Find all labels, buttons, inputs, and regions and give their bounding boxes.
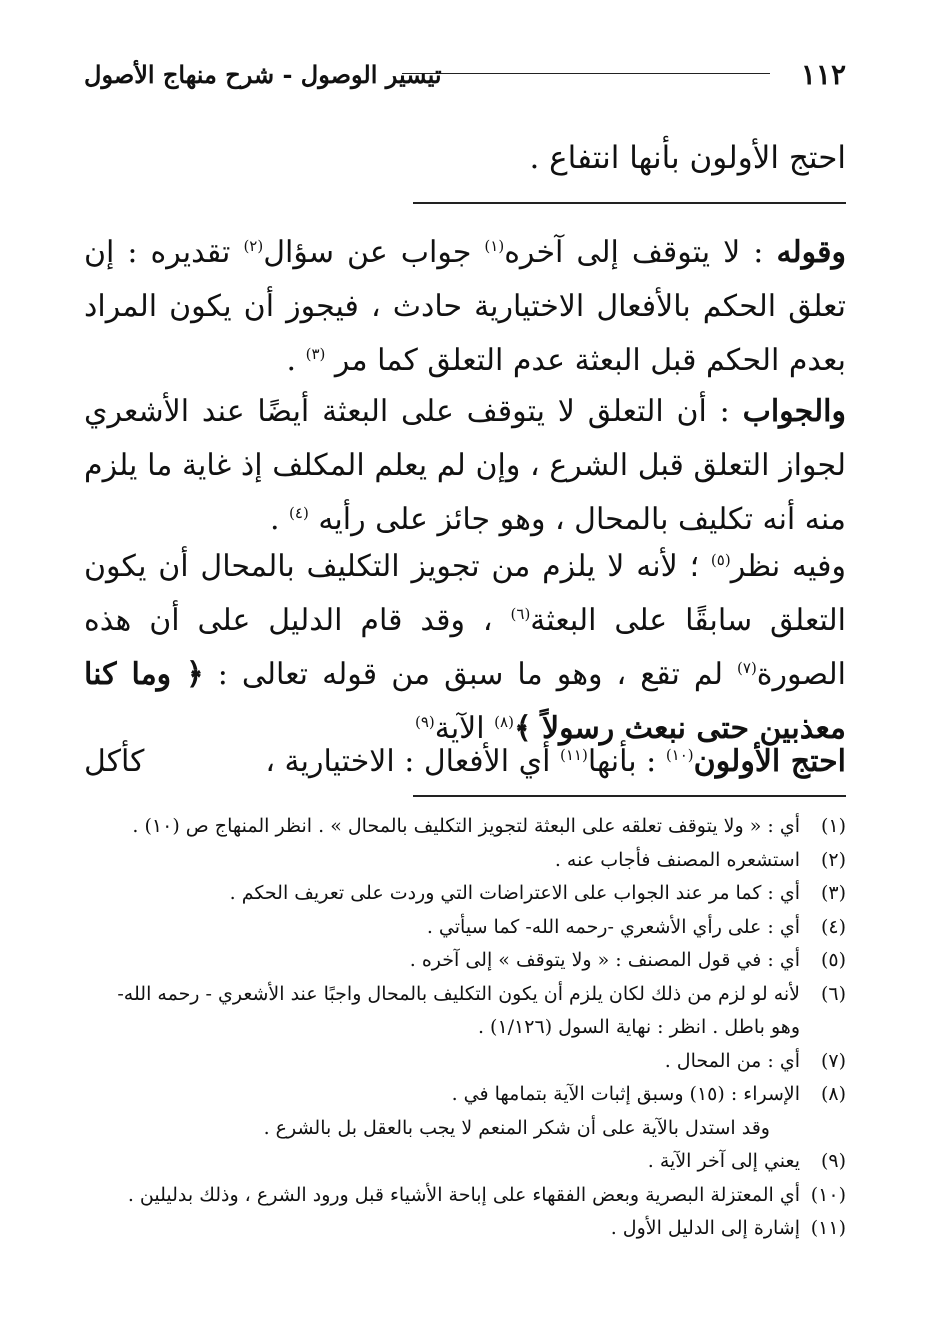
paragraph-3-text: ، وقد قام الدليل على أن هذه الصورة xyxy=(84,603,846,692)
footnote-ref-10: (١٠) xyxy=(665,746,694,764)
paragraph-4 xyxy=(84,735,846,789)
footnotes xyxy=(84,810,846,1246)
footnote-number: (٤) xyxy=(820,915,846,938)
footnote-text: أي : في قول المصنف : « ولا يتوقف » إلى آخره . xyxy=(409,949,800,971)
paragraph-3-text: وفيه نظر xyxy=(730,549,846,584)
footnote-text: أي : كما مر عند الجواب على الاعتراضات التي وردت على تعريف الحكم . xyxy=(229,882,800,904)
paragraph-3-text: ؛ لأنه لا يلزم من تجويز التكليف بالمحال أن يكون التعلق سابقًا على البعثة xyxy=(84,549,846,638)
footnote-ref-3: (٣) xyxy=(305,345,326,363)
quran-verse: ﴿ وما كنا معذبين حتى نبعث رسولاً ﴾ xyxy=(84,657,846,746)
footnote-ref-6: (٦) xyxy=(510,605,531,623)
paragraph-3 xyxy=(84,540,846,756)
footnote-text: إشارة إلى الدليل الأول . xyxy=(610,1217,800,1239)
footnote-number: (٧) xyxy=(820,1049,846,1072)
footnote-number: (٩) xyxy=(820,1150,846,1172)
footnote-ref-9: (٩) xyxy=(414,713,435,731)
page-number: ١١٢ xyxy=(800,58,846,91)
paragraph-3-text: لم تقع ، وهو ما سبق من قوله تعالى : xyxy=(203,657,738,692)
running-title: تيسير الوصول - شرح منهاج الأصول xyxy=(84,60,442,89)
paragraph-1-text: : لا يتوقف إلى آخره xyxy=(504,235,777,270)
footnote-text: أي : من المحال . xyxy=(664,1049,800,1072)
footnote-ref-2: (٢) xyxy=(243,237,264,255)
header-rule xyxy=(402,73,770,74)
footnote-item xyxy=(84,844,846,878)
footnote-item xyxy=(84,978,846,1045)
footnote-text: أي : « ولا يتوقف تعلقه على البعثة لتجويز التكليف بالمحال » . انظر المنهاج ص (١٠) . xyxy=(132,815,800,837)
footnote-ref-1: (١) xyxy=(484,237,505,255)
footnote-text: أي : على رأي الأشعري -رحمه الله- كما سيأتي . xyxy=(426,915,800,938)
footnote-item xyxy=(84,1212,846,1246)
paragraph-4-start xyxy=(265,735,846,789)
continued-line: احتج الأولون بأنها انتفاع . xyxy=(529,140,846,176)
footnote-ref-4: (٤) xyxy=(289,504,309,522)
page-header xyxy=(84,58,846,98)
footnote-number: (٢) xyxy=(820,848,846,871)
section-rule-top xyxy=(413,202,846,204)
paragraph-2-text: . xyxy=(269,502,290,537)
footnote-item xyxy=(84,1045,846,1079)
footnote-ref-5: (٥) xyxy=(710,551,731,569)
footnote-number: (٣) xyxy=(820,882,846,904)
footnote-number: (١٠) xyxy=(810,1183,846,1206)
footnote-number: (٦) xyxy=(820,982,846,1005)
paragraph-1-text: . xyxy=(286,343,306,378)
footnote-ref-8: (٨) xyxy=(494,713,514,731)
footnote-separator xyxy=(413,795,846,797)
footnote-text: أي المعتزلة البصرية وبعض الفقهاء على إباحة الأشياء قبل ورود الشرع ، وذلك بدليلين . xyxy=(127,1183,800,1206)
paragraph-4-text: أي الأفعال : الاختيارية ، xyxy=(265,744,560,779)
footnote-text: الإسراء : (١٥) وسبق إثبات الآية بتمامها في . xyxy=(451,1083,800,1105)
paragraph-1-text: جواب عن سؤال xyxy=(263,235,485,270)
footnote-item xyxy=(84,877,846,911)
footnote-number: (١١) xyxy=(810,1217,846,1239)
paragraph-2 xyxy=(84,385,846,547)
footnote-text: لأنه لو لزم من ذلك لكان يلزم أن يكون التكليف بالمحال واجبًا عند الأشعري - رحمه الله- وهو باطل . انظر : نهاية السول (١/١٢٦) . xyxy=(117,982,800,1038)
paragraph-2-text: : أن التعلق لا يتوقف على البعثة أيضًا عند الأشعري لجواز التعلق قبل الشرع ، وإن لم يعلم المكلف إذ غاية ما يلزم منه أنه تكليف بالمحال ، وهو جائز على رأيه xyxy=(84,394,846,537)
paragraph-4-text: : بأنها xyxy=(587,744,666,779)
paragraph-4-end: كأكل xyxy=(84,744,145,779)
footnote-number: (٥) xyxy=(820,949,846,971)
footnote-number: (١) xyxy=(820,815,846,837)
footnote-ref-11: (١١) xyxy=(559,746,588,764)
footnote-ref-7: (٧) xyxy=(737,659,757,677)
footnote-number: (٨) xyxy=(820,1083,846,1105)
paragraph-4-lead: احتج الأولون xyxy=(693,744,846,779)
footnote-text: استشعره المصنف فأجاب عنه . xyxy=(554,848,800,871)
footnote-item xyxy=(84,911,846,945)
footnote-item xyxy=(84,1179,846,1213)
footnote-item xyxy=(84,1078,846,1145)
paragraph-2-lead: والجواب xyxy=(742,394,846,429)
paragraph-3-text: الآية xyxy=(434,711,495,746)
paragraph-1 xyxy=(84,226,846,388)
paragraph-1-lead: وقوله xyxy=(776,235,846,270)
footnote-item xyxy=(84,944,846,978)
footnote-item xyxy=(84,810,846,844)
footnote-continuation: وقد استدل بالآية على أن شكر المنعم لا يجب بالعقل بل بالشرع . xyxy=(263,1116,770,1139)
footnote-text: يعني إلى آخر الآية . xyxy=(647,1150,800,1172)
footnote-item xyxy=(84,1145,846,1179)
paragraph-1-text: تقديره : إن تعلق الحكم بالأفعال الاختيارية حادث ، فيجوز أن يكون المراد بعدم الحكم قبل البعثة عدم التعلق كما مر xyxy=(84,235,846,378)
